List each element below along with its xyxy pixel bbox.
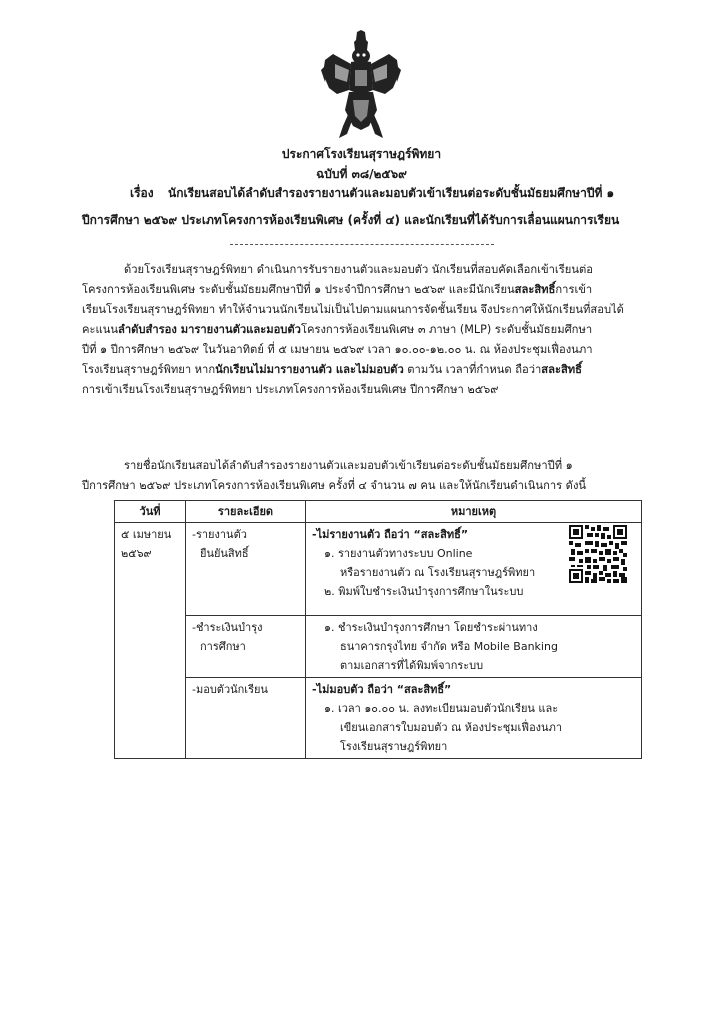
p1-line-1: ด้วยโรงเรียนสุราษฎร์พิทยา ดำเนินการรับรายงานตัวและมอบตัว นักเรียนที่สอบคัดเลือกเข้าเรียนต่อ — [124, 263, 593, 276]
paragraph-2 — [82, 456, 586, 496]
garuda-emblem-icon — [321, 30, 401, 140]
detail-payment: -ชำระเงินบำรุง — [192, 621, 263, 634]
detail-education: การศึกษา — [200, 640, 246, 653]
header-detail: รายละเอียด — [186, 501, 306, 523]
subject-line-1 — [130, 184, 614, 203]
note-item: ๑. เวลา ๑๐.๐๐ น. ลงทะเบียนมอบตัวนักเรียน และ — [324, 702, 559, 715]
note-item: ๒. พิมพ์ใบชำระเงินบำรุงการศึกษาในระบบ — [324, 585, 524, 598]
detail-report: -รายงานตัว — [192, 528, 247, 541]
table-row — [115, 523, 642, 616]
announcement-title: ประกาศโรงเรียนสุราษฎร์พิทยา — [281, 147, 442, 161]
detail-cell — [186, 523, 306, 616]
header-date: วันที่ — [115, 501, 186, 523]
note-cell — [306, 616, 642, 678]
note-title: -ไม่มอบตัว ถือว่า “สละสิทธิ์” — [312, 683, 452, 696]
subject-line-2: ปีการศึกษา ๒๕๖๙ ประเภทโครงการห้องเรียนพิเศษ (ครั้งที่ ๔) และนักเรียนที่ได้รับการเลื่อนแผนการเรียน — [82, 213, 620, 227]
schedule-table — [114, 500, 642, 759]
note-item-cont: ธนาคารกรุงไทย จำกัด หรือ Mobile Banking — [340, 640, 558, 653]
p1-line-5: ปีที่ ๑ ปีการศึกษา ๒๕๖๙ ในวันอาทิตย์ ที่ ๕ เมษายน ๒๕๖๙ เวลา ๑๐.๐๐-๑๒.๐๐ น. ณ ห้องประชุมเฟื่องนภา — [82, 343, 593, 356]
p1-line-6: โรงเรียนสุราษฎร์พิทยา หากนักเรียนไม่มารายงานตัว และไม่มอบตัว ตามวัน เวลาที่กำหนด ถือว่าสละสิทธิ์ — [82, 363, 583, 376]
table-row — [115, 678, 642, 759]
note-item-cont: โรงเรียนสุราษฎร์พิทยา — [340, 740, 448, 753]
date-line-1: ๕ เมษายน — [121, 528, 172, 541]
qr-code-icon[interactable] — [569, 525, 627, 583]
detail-cell — [186, 616, 306, 678]
p1-line-4: คะแนนลำดับสำรอง มารายงานตัวและมอบตัวโครงการห้องเรียนพิเศษ ๓ ภาษา (MLP) ระดับชั้นมัธยมศึกษา — [82, 323, 593, 336]
date-line-2: ๒๕๖๙ — [121, 547, 152, 560]
subject-label: เรื่อง — [130, 186, 154, 200]
subject-text-1: นักเรียนสอบได้ลำดับสำรองรายงานตัวและมอบตัวเข้าเรียนต่อระดับชั้นมัธยมศึกษาปีที่ ๑ — [168, 186, 615, 200]
note-title: -ไม่รายงานตัว ถือว่า “สละสิทธิ์” — [312, 528, 469, 541]
detail-confirm: ยืนยันสิทธิ์ — [200, 547, 249, 560]
p2-line-2: ปีการศึกษา ๒๕๖๙ ประเภทโครงการห้องเรียนพิเศษ ครั้งที่ ๔ จำนวน ๗ คน และให้นักเรียนดำเนินการ ดังนี้ — [82, 479, 587, 492]
note-cell — [306, 678, 642, 759]
paragraph-1 — [82, 260, 624, 400]
p1-line-3: เรียนโรงเรียนสุราษฎร์พิทยา ทำให้จำนวนนักเรียนไม่เป็นไปตามแผนการจัดชั้นเรียน จึงประกาศให้นักเรียนที่สอบได้ — [82, 303, 624, 316]
detail-handover: -มอบตัวนักเรียน — [192, 683, 268, 696]
note-item-cont: ตามเอกสารที่ได้พิมพ์จากระบบ — [340, 659, 484, 672]
note-item-cont: เขียนเอกสารใบมอบตัว ณ ห้องประชุมเฟื่องนภา — [340, 721, 562, 734]
detail-cell — [186, 678, 306, 759]
table-row — [115, 616, 642, 678]
date-cell — [115, 523, 186, 759]
p2-line-1: รายชื่อนักเรียนสอบได้ลำดับสำรองรายงานตัวและมอบตัวเข้าเรียนต่อระดับชั้นมัธยมศึกษาปีที่ ๑ — [124, 459, 573, 472]
p1-line-2: โครงการห้องเรียนพิเศษ ระดับชั้นมัธยมศึกษาปีที่ ๑ ประจำปีการศึกษา ๒๕๖๙ และมีนักเรียนสละสิทธิ์การเข้า — [82, 283, 593, 296]
announcement-number: ฉบับที่ ๓๘/๒๕๖๙ — [316, 167, 407, 181]
p1-line-7: การเข้าเรียนโรงเรียนสุราษฎร์พิทยา ประเภทโครงการห้องเรียนพิเศษ ปีการศึกษา ๒๕๖๙ — [82, 383, 499, 396]
note-item: ๑. รายงานตัวทางระบบ Online — [324, 547, 473, 560]
note-item-cont: หรือรายงานตัว ณ โรงเรียนสุราษฎร์พิทยา — [340, 566, 536, 579]
header-note: หมายเหตุ — [306, 501, 642, 523]
divider — [230, 244, 494, 245]
table-header-row — [115, 501, 642, 523]
note-item: ๑. ชำระเงินบำรุงการศึกษา โดยชำระผ่านทาง — [324, 621, 538, 634]
